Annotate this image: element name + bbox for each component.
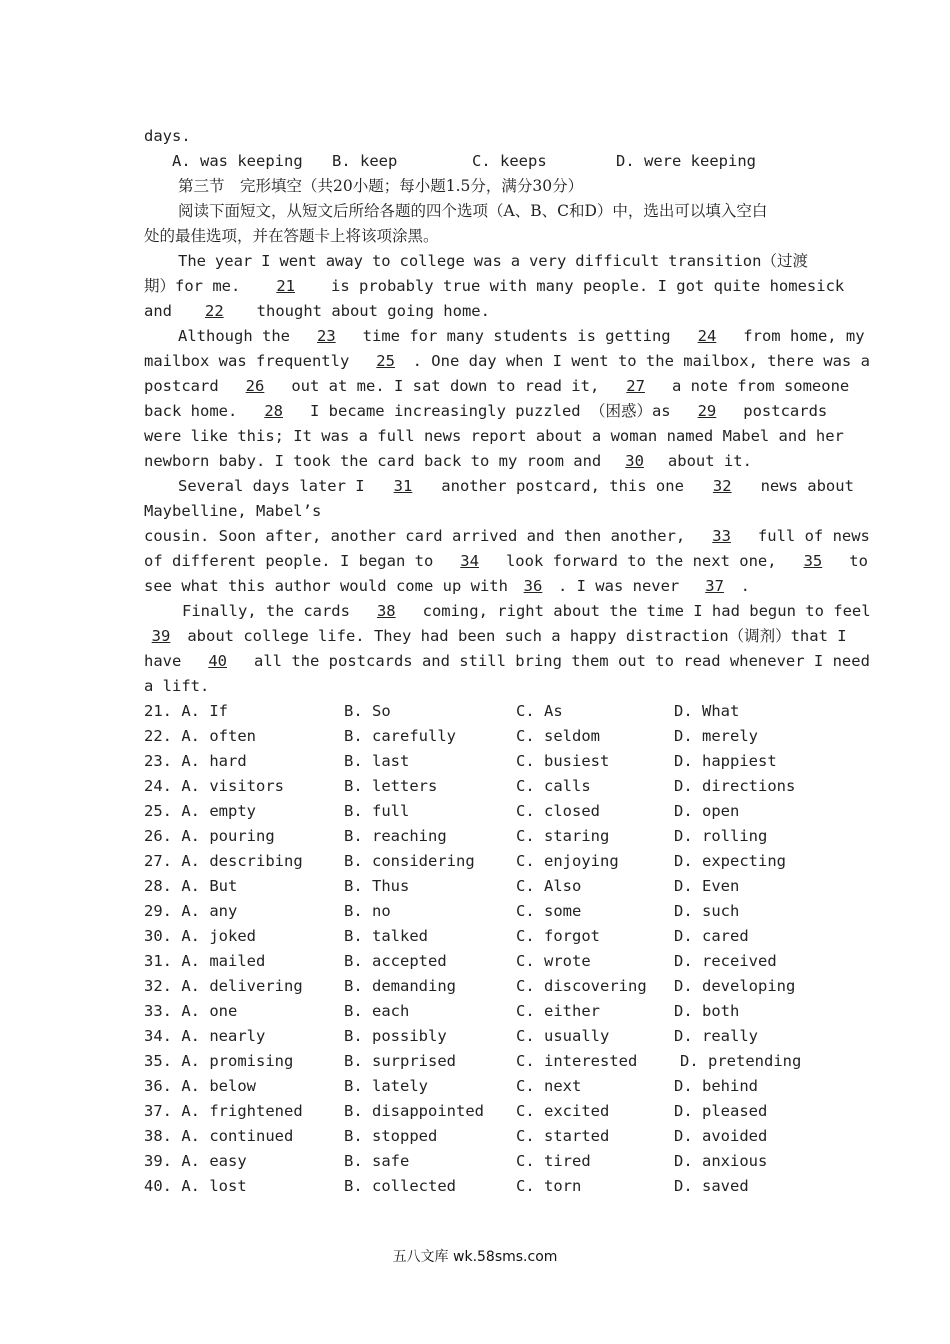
question-row <box>144 1124 808 1149</box>
question-number: 31. <box>144 952 172 970</box>
question-number-and-option-a <box>144 724 256 749</box>
option-d: D. directions <box>674 777 796 795</box>
question-number-and-option-a <box>144 874 237 899</box>
option-c: C. usually <box>516 1027 610 1045</box>
option-d: D. cared <box>674 927 749 945</box>
passage-p4-line-3: have 40 all the postcards and still bring them out to read whenever I need <box>144 649 808 674</box>
option-b: B. collected <box>344 1177 456 1195</box>
blank-33: 33 <box>712 527 731 545</box>
section-title: 第三节 完形填空（共20小题；每小题1.5分，满分30分） <box>178 177 584 195</box>
option-b: B. last <box>344 752 410 770</box>
option-d: D. merely <box>674 727 758 745</box>
question-row <box>144 799 808 824</box>
option-d: D. received <box>674 952 777 970</box>
question-row <box>144 949 808 974</box>
option-c: C. next <box>516 1077 582 1095</box>
question-row <box>144 699 808 724</box>
option-a: A. easy <box>181 1152 247 1170</box>
option-a: A. delivering <box>181 977 303 995</box>
question-number: 26. <box>144 827 172 845</box>
blank-29: 29 <box>697 402 717 420</box>
option-d: D. open <box>674 802 740 820</box>
passage-p3-line-1: Several days later I 31 another postcard, this one 32 news about <box>144 474 808 499</box>
question-number: 37. <box>144 1102 172 1120</box>
question-number: 36. <box>144 1077 172 1095</box>
question-number-and-option-a <box>144 799 256 824</box>
option-d: D. such <box>674 902 740 920</box>
question-number: 25. <box>144 802 172 820</box>
question-number-and-option-a <box>144 1174 247 1199</box>
footer-watermark: 五八文库 wk.58sms.com <box>392 1249 558 1265</box>
question-number-and-option-a <box>144 1099 303 1124</box>
option-c: C. staring <box>516 827 610 845</box>
blank-34: 34 <box>460 552 479 570</box>
instructions-line-1: 阅读下面短文，从短文后所给各题的四个选项（A、B、C和D）中，选出可以填入空白 <box>178 202 768 220</box>
option-b: B. carefully <box>344 727 456 745</box>
passage-p2-line-5: were like this; It was a full news report about a woman named Mabel and her <box>144 427 844 445</box>
question-row <box>144 1149 808 1174</box>
blank-31: 31 <box>393 477 413 495</box>
question-row <box>144 1049 808 1074</box>
option-c: C. some <box>516 902 582 920</box>
option-a: A. frightened <box>181 1102 303 1120</box>
option-b: B. disappointed <box>344 1102 484 1120</box>
option-d: D. avoided <box>674 1127 768 1145</box>
option-a: A. one <box>181 1002 238 1020</box>
blank-35: 35 <box>803 552 823 570</box>
blank-40: 40 <box>208 652 227 670</box>
blank-23: 23 <box>316 327 336 345</box>
question-number: 23. <box>144 752 172 770</box>
question-number-and-option-a <box>144 949 265 974</box>
blank-27: 27 <box>626 377 645 395</box>
option-d: D. really <box>674 1027 758 1045</box>
option-b: B. So <box>344 702 391 720</box>
option-c: C. tired <box>516 1152 591 1170</box>
question-row <box>144 999 808 1024</box>
option-a: A. often <box>181 727 256 745</box>
option-b: B. Thus <box>344 877 410 895</box>
option-d: D. pretending <box>680 1052 802 1070</box>
option-a: A. lost <box>181 1177 247 1195</box>
option-a: A. But <box>181 877 238 895</box>
option-b: B. each <box>344 1002 410 1020</box>
blank-37: 37 <box>705 577 724 595</box>
question-row <box>144 974 808 999</box>
option-a: A. joked <box>181 927 256 945</box>
option-a: A. continued <box>181 1127 294 1145</box>
option-c: C. torn <box>516 1177 582 1195</box>
option-a: A. was keeping <box>172 152 303 170</box>
question-row <box>144 824 808 849</box>
option-b: B. keep <box>332 152 398 170</box>
question-number: 30. <box>144 927 172 945</box>
passage-p3-line-3: cousin. Soon after, another card arrived and then another, 33 full of news <box>144 524 808 549</box>
question-row <box>144 1024 808 1049</box>
question-number: 35. <box>144 1052 172 1070</box>
question-row <box>144 899 808 924</box>
passage-p2-line-6: newborn baby. I took the card back to my room and 30 about it. <box>144 449 808 474</box>
passage-p2-line-3: postcard 26 out at me. I sat down to read it, 27 a note from someone <box>144 374 808 399</box>
passage-p3-line-2: Maybelline, Mabel’s <box>144 502 322 520</box>
blank-38: 38 <box>376 602 396 620</box>
option-a: A. mailed <box>181 952 266 970</box>
question-row <box>144 749 808 774</box>
passage-p4-line-2: 39 about college life. They had been such a happy distraction（调剂）that I <box>144 624 808 649</box>
passage-p3-line-5: see what this author would come up with 36 . I was never 37 . <box>144 574 808 599</box>
option-a: A. visitors <box>181 777 284 795</box>
question-row <box>144 874 808 899</box>
question-number-and-option-a <box>144 899 237 924</box>
question-number: 24. <box>144 777 172 795</box>
question-number-and-option-a <box>144 824 275 849</box>
question-number-and-option-a <box>144 1074 256 1099</box>
passage-p4-line-1: Finally, the cards 38 coming, right about the time I had begun to feel <box>144 599 808 624</box>
option-c: C. closed <box>516 802 600 820</box>
option-b: B. reaching <box>344 827 447 845</box>
option-b: B. safe <box>344 1152 410 1170</box>
question-number-and-option-a <box>144 999 237 1024</box>
passage-p2-line-2: mailbox was frequently 25 . One day when I went to the mailbox, there was a <box>144 349 808 374</box>
option-a: A. hard <box>181 752 247 770</box>
option-c: C. busiest <box>516 752 610 770</box>
question-number: 22. <box>144 727 172 745</box>
question-row <box>144 774 808 799</box>
prev-question-tail: days. <box>144 127 191 145</box>
option-c: C. started <box>516 1127 610 1145</box>
question-number: 28. <box>144 877 172 895</box>
option-c: C. keeps <box>472 152 547 170</box>
question-row <box>144 849 808 874</box>
option-a: A. empty <box>181 802 256 820</box>
option-d: D. anxious <box>674 1152 768 1170</box>
option-b: B. possibly <box>344 1027 447 1045</box>
option-b: B. lately <box>344 1077 428 1095</box>
question-row <box>144 1099 808 1124</box>
option-b: B. stopped <box>344 1127 438 1145</box>
passage-p2-line-1: Although the 23 time for many students is getting 24 from home, my <box>144 324 808 349</box>
passage-p1-line-2: 期）for me. 21 is probably true with many people. I got quite homesick <box>144 274 808 299</box>
option-c: C. wrote <box>516 952 591 970</box>
option-d: D. rolling <box>674 827 768 845</box>
option-d: D. saved <box>674 1177 749 1195</box>
question-number: 34. <box>144 1027 172 1045</box>
question-number: 29. <box>144 902 172 920</box>
question-number-and-option-a <box>144 974 303 999</box>
option-c: C. either <box>516 1002 600 1020</box>
option-a: A. pouring <box>181 827 275 845</box>
blank-39: 39 <box>151 627 171 645</box>
blank-30: 30 <box>625 452 644 470</box>
question-number: 40. <box>144 1177 172 1195</box>
option-d: D. pleased <box>674 1102 768 1120</box>
blank-24: 24 <box>697 327 717 345</box>
option-b: B. considering <box>344 852 475 870</box>
question-number-and-option-a <box>144 1149 247 1174</box>
question-number: 38. <box>144 1127 172 1145</box>
question-number: 21. <box>144 702 172 720</box>
question-row <box>144 1174 808 1199</box>
passage-p3-line-4: of different people. I began to 34 look forward to the next one, 35 to <box>144 549 808 574</box>
option-c: C. calls <box>516 777 591 795</box>
option-b: B. no <box>344 902 391 920</box>
option-c: C. interested <box>516 1052 638 1070</box>
option-b: B. surprised <box>344 1052 456 1070</box>
option-a: A. any <box>181 902 238 920</box>
option-d: D. behind <box>674 1077 758 1095</box>
instructions-line-2: 处的最佳选项，并在答题卡上将该项涂黑。 <box>144 227 439 245</box>
option-a: A. describing <box>181 852 303 870</box>
option-c: C. forgot <box>516 927 600 945</box>
blank-26: 26 <box>245 377 265 395</box>
option-b: B. talked <box>344 927 428 945</box>
question-row <box>144 1074 808 1099</box>
option-b: B. letters <box>344 777 438 795</box>
option-d: D. What <box>674 702 740 720</box>
option-a: A. nearly <box>181 1027 266 1045</box>
option-d: D. both <box>674 1002 740 1020</box>
option-a: A. below <box>181 1077 256 1095</box>
blank-22: 22 <box>204 302 224 320</box>
blank-21: 21 <box>276 277 295 295</box>
option-c: C. seldom <box>516 727 600 745</box>
blank-28: 28 <box>264 402 283 420</box>
question-number-and-option-a <box>144 849 303 874</box>
option-d: D. developing <box>674 977 796 995</box>
question-number: 32. <box>144 977 172 995</box>
prev-question-options <box>144 149 808 174</box>
passage-p1-line-3: and 22 thought about going home. <box>144 299 808 324</box>
question-number: 39. <box>144 1152 172 1170</box>
question-number-and-option-a <box>144 1124 293 1149</box>
option-b: B. demanding <box>344 977 456 995</box>
question-number-and-option-a <box>144 749 247 774</box>
option-c: C. As <box>516 702 563 720</box>
blank-32: 32 <box>712 477 732 495</box>
question-row <box>144 924 808 949</box>
option-c: C. enjoying <box>516 852 619 870</box>
question-row <box>144 724 808 749</box>
passage-p1-line-1: The year I went away to college was a very difficult transition（过渡 <box>178 252 808 270</box>
passage-p2-line-4: back home. 28 I became increasingly puzzled （困惑）as 29 postcards <box>144 399 808 424</box>
option-b: B. full <box>344 802 410 820</box>
exam-page <box>144 124 871 1199</box>
question-number-and-option-a <box>144 924 256 949</box>
option-a: A. promising <box>181 1052 294 1070</box>
passage-p4-line-4: a lift. <box>144 677 210 695</box>
question-list <box>144 699 808 1199</box>
option-a: A. If <box>181 702 229 720</box>
option-d: D. Even <box>674 877 740 895</box>
question-number-and-option-a <box>144 1024 265 1049</box>
option-d: D. expecting <box>674 852 786 870</box>
question-number: 27. <box>144 852 172 870</box>
blank-25: 25 <box>376 352 395 370</box>
question-number-and-option-a <box>144 774 284 799</box>
option-d: D. were keeping <box>616 152 756 170</box>
option-c: C. excited <box>516 1102 610 1120</box>
blank-36: 36 <box>523 577 543 595</box>
option-d: D. happiest <box>674 752 777 770</box>
question-number: 33. <box>144 1002 172 1020</box>
question-number-and-option-a <box>144 1049 293 1074</box>
option-b: B. accepted <box>344 952 447 970</box>
option-c: C. Also <box>516 877 582 895</box>
option-c: C. discovering <box>516 977 647 995</box>
question-number-and-option-a <box>144 699 228 724</box>
